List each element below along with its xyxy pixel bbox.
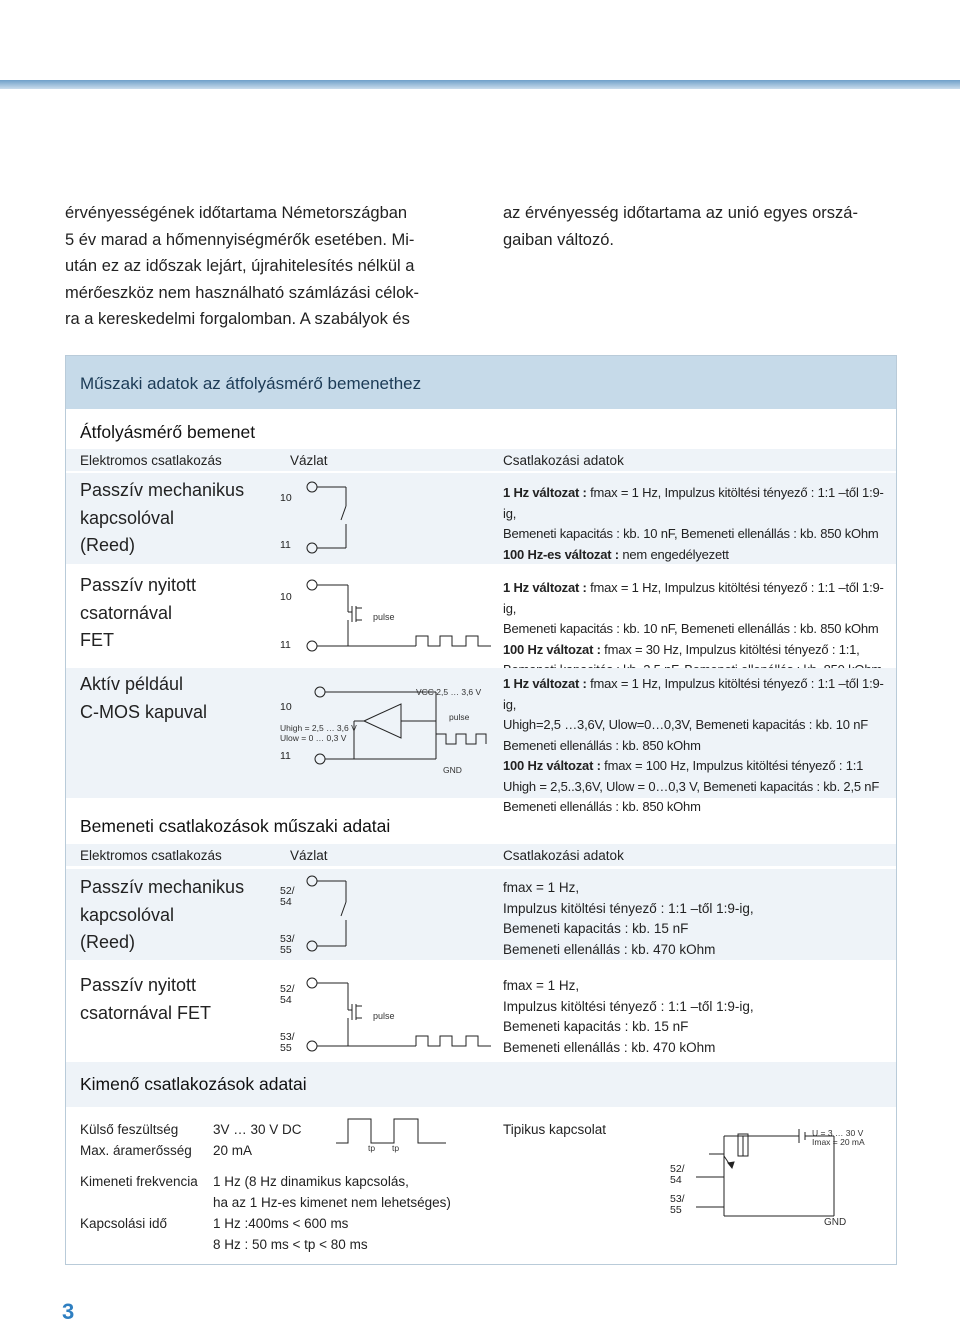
spec-line: 100 Hz-es változat : nem engedélyezett: [503, 546, 729, 562]
freq-label: Kimeneti frekvencia: [80, 1174, 198, 1189]
col-header-electric: Elektromos csatlakozás: [80, 453, 222, 468]
spec-line: Bemeneti ellenállás : kb. 850 kOhm: [503, 799, 701, 814]
pulse-label: pulse: [449, 712, 470, 722]
label-line: (Reed): [80, 932, 136, 952]
section-title-flow-input: Átfolyásmérő bemenet: [80, 422, 256, 442]
section-title-input-connections: Bemeneti csatlakozások műszaki adatai: [80, 816, 391, 836]
section-title-output: Kimenő csatlakozások adatai: [80, 1074, 307, 1094]
top-rule: [0, 80, 960, 89]
col-header-data: Csatlakozási adatok: [503, 453, 624, 468]
terminal-52-54: 52/ 54: [280, 885, 295, 908]
spec-line: Impulzus kitöltési tényező : 1:1 –től 1:9-ig,: [503, 900, 754, 916]
col-header-sketch: Vázlat: [290, 453, 328, 468]
typical-connection-label: Tipikus kapcsolat: [503, 1122, 607, 1137]
fet-diagram: [296, 976, 496, 1056]
vcc-label: VCC 2,5 … 3,6 V: [416, 687, 482, 697]
spec-block: [503, 483, 895, 565]
freq-value: 1 Hz (8 Hz dinamikus kapcsolás, ha az 1 Hz-es kimenet nem lehetséges): [213, 1174, 451, 1210]
label-line: kapcsolóval: [80, 904, 175, 925]
terminal-11: 11: [280, 750, 291, 762]
spec-line: Bemeneti kapacitás : kb. 10 nF, Bemeneti ellenállás : kb. 850 kOhm: [503, 621, 879, 636]
reed-switch-diagram: [296, 480, 356, 555]
ext-voltage-value: 3V … 30 V DC: [213, 1122, 302, 1137]
switch-time-value: 1 Hz :400ms < 600 ms 8 Hz : 50 ms < tp < 80 ms: [213, 1216, 368, 1252]
intro-line: mérőeszköz nem használható számlázási célok-: [65, 283, 419, 302]
top-margin: [0, 0, 960, 80]
intro-line: ra a kereskedelmi forgalomban. A szabályok és: [65, 310, 410, 328]
tp-label: tp: [392, 1143, 400, 1153]
label-line: FET: [80, 630, 114, 650]
row-label-reed: [80, 874, 244, 957]
page-number: 3: [62, 1299, 75, 1324]
col-header-data: Csatlakozási adatok: [503, 848, 624, 863]
spec-line: Bemeneti kapacitás : kb. 10 nF, Bemeneti ellenállás : kb. 850 kOhm: [503, 526, 879, 541]
col-header-electric: Elektromos csatlakozás: [80, 848, 222, 863]
terminal-11: 11: [280, 539, 291, 551]
col-header-sketch: Vázlat: [290, 848, 328, 863]
terminal-52-54: 52/ 54: [280, 983, 295, 1006]
row-label-fet: [80, 572, 196, 655]
label-line: Passzív nyitott: [80, 575, 197, 595]
label-line: csatornával FET: [80, 1002, 212, 1023]
terminal-52-54: 52/ 54: [670, 1163, 685, 1186]
spec-block: [503, 878, 754, 960]
label-line: (Reed): [80, 535, 136, 555]
spec-line: 1 Hz változat : fmax = 1 Hz, Impulzus kitöltési tényező : 1:1 –től 1:9-ig,: [503, 580, 884, 616]
spec-line: Bemeneti kapacitás : kb. 15 nF: [503, 1019, 689, 1034]
ext-voltage-label: Külső feszültség: [80, 1122, 179, 1137]
label-line: Passzív mechanikus: [80, 480, 245, 500]
row-label-reed: [80, 477, 244, 560]
card-title: Műszaki adatok az átfolyásmérő bemenethez: [80, 374, 422, 393]
intro-line: az érvényesség időtartama az unió egyes orszá-: [503, 204, 858, 222]
imax-label: Imax = 20 mA: [812, 1137, 865, 1147]
tp-label: tp: [368, 1143, 376, 1153]
label-line: Passzív nyitott: [80, 975, 197, 995]
fet-diagram: [296, 578, 496, 658]
spec-line: 100 Hz változat : fmax = 30 Hz, Impulzus kitöltési tényező : 1:1,: [503, 641, 860, 657]
intro-left-column: [65, 200, 465, 333]
ulow-label: Ulow = 0 … 0,3 V: [280, 733, 347, 743]
row-label-cmos: [80, 671, 207, 726]
switch-time-label: Kapcsolási idő: [80, 1216, 168, 1231]
intro-line: után ez az időszak lejárt, újrahitelesítés nélkül a: [65, 257, 415, 275]
spec-line: Impulzus kitöltési tényező : 1:1 –től 1:9-ig,: [503, 998, 754, 1014]
label-line: C-MOS kapuval: [80, 701, 208, 722]
terminal-53-55: 53/ 55: [280, 933, 295, 956]
intro-line: érvényességének időtartama Németországban: [65, 204, 408, 222]
terminal-53-55: 53/ 55: [280, 1031, 295, 1054]
terminal-10: 10: [280, 701, 292, 713]
label-line: kapcsolóval: [80, 507, 175, 528]
spec-line: Bemeneti ellenállás : kb. 850 kOhm: [503, 737, 701, 753]
cmos-diagram: [296, 684, 496, 774]
terminal-53-55: 53/ 55: [670, 1193, 685, 1216]
pulse-timing-diagram: [336, 1113, 466, 1153]
spec-line: Bemeneti ellenállás : kb. 470 kOhm: [503, 941, 716, 957]
reed-switch-diagram: [296, 874, 356, 952]
spec-block: [503, 976, 754, 1058]
label-line: Passzív mechanikus: [80, 877, 245, 897]
spec-line: fmax = 1 Hz,: [503, 978, 580, 993]
technical-data-card: [65, 355, 897, 1265]
spec-line: 100 Hz változat : fmax = 100 Hz, Impulzus kitöltési tényező : 1:1: [503, 758, 864, 773]
spec-line: Bemeneti kapacitás : kb. 15 nF: [503, 921, 689, 936]
spec-block: [503, 578, 895, 681]
intro-line: gaiban változó.: [503, 230, 614, 249]
u-range-label: U = 3 … 30 V: [812, 1128, 864, 1138]
spec-line: fmax = 1 Hz,: [503, 880, 580, 895]
spec-line: 1 Hz változat : fmax = 1 Hz, Impulzus kitöltési tényező : 1:1 –től 1:9-ig,: [503, 676, 884, 712]
label-line: csatornával: [80, 602, 173, 623]
pulse-label: pulse: [373, 612, 395, 622]
terminal-10: 10: [280, 492, 292, 504]
spec-line: Uhigh = 2,5..3,6V, Ulow = 0…0,3 V, Bemeneti kapacitás : kb. 2,5 nF: [503, 778, 880, 794]
label-line: Aktív például: [80, 674, 184, 694]
gnd-label: GND: [443, 765, 462, 775]
typical-connection-diagram: [684, 1126, 864, 1226]
intro-right-column: [503, 200, 903, 253]
row-label-fet: [80, 972, 211, 1027]
max-current-label: Max. áramerősség: [80, 1143, 192, 1158]
spec-line: 1 Hz változat : fmax = 1 Hz, Impulzus kitöltési tényező : 1:1 –től 1:9-ig,: [503, 485, 884, 521]
spec-line: Uhigh=2,5 …3,6V, Ulow=0…0,3V, Bemeneti kapacitás : kb. 10 nF: [503, 717, 868, 732]
terminal-11: 11: [280, 639, 291, 651]
intro-line: 5 év marad a hőmennyiségmérők esetében. Mi-: [65, 230, 415, 249]
spec-block: [503, 674, 895, 818]
max-current-value: 20 mA: [213, 1143, 253, 1158]
card-header: [66, 356, 896, 409]
terminal-10: 10: [280, 591, 292, 603]
gnd-label: GND: [824, 1217, 847, 1228]
spec-line: Bemeneti ellenállás : kb. 470 kOhm: [503, 1039, 716, 1055]
pulse-label: pulse: [373, 1011, 395, 1021]
uhigh-label: Uhigh = 2,5 … 3,6 V: [280, 723, 357, 733]
